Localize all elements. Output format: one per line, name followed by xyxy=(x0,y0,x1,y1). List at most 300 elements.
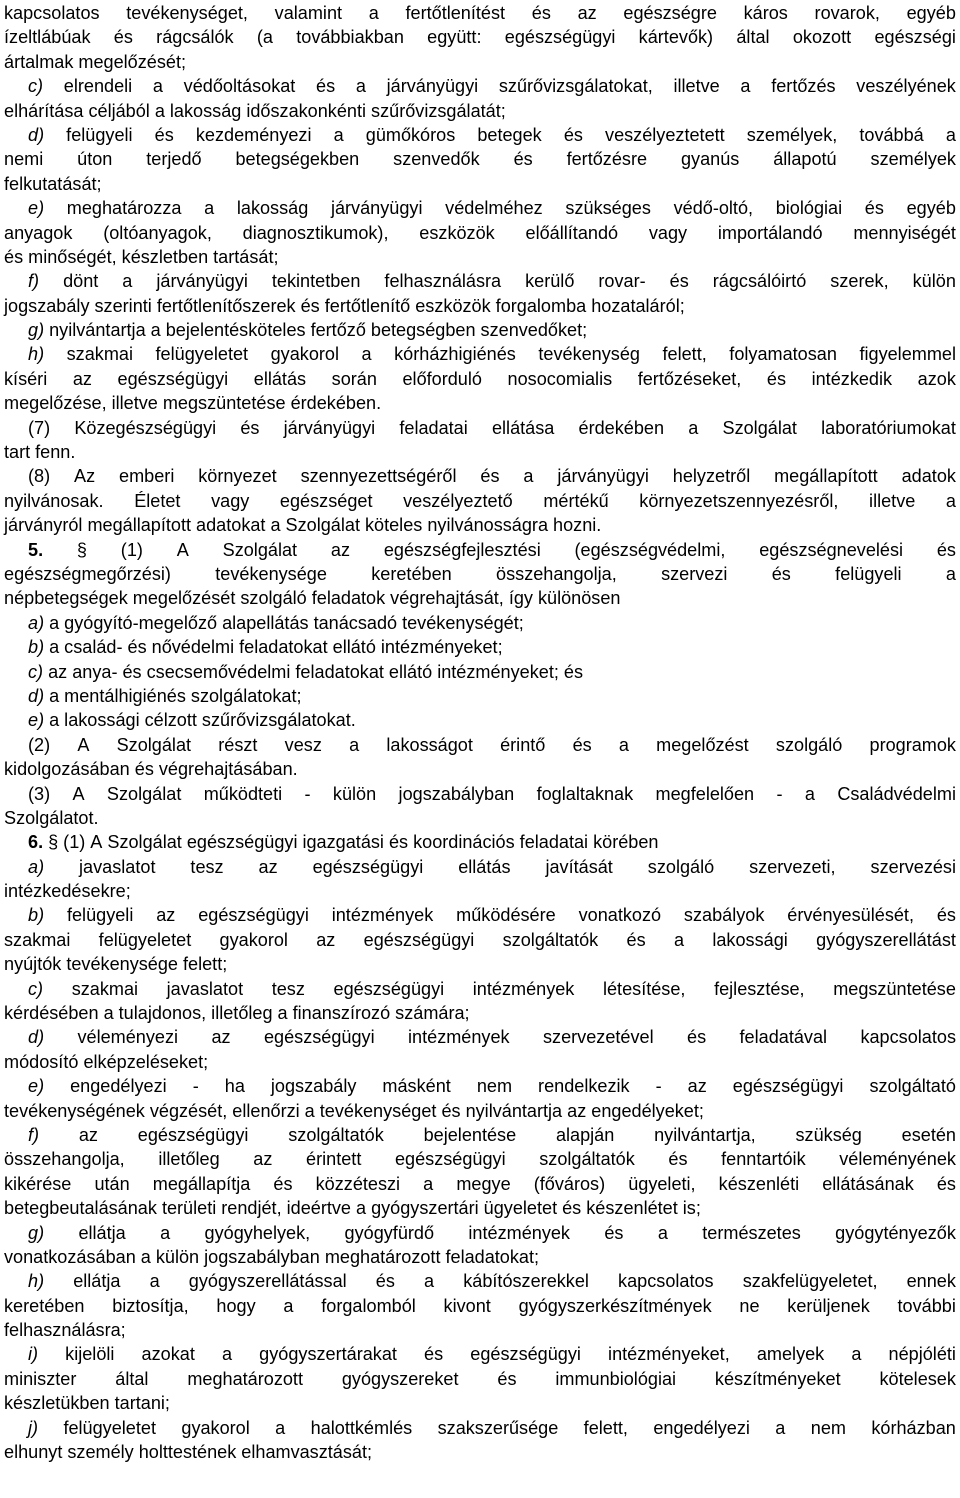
word: diagnosztikumok), xyxy=(242,222,389,243)
word: a xyxy=(688,417,699,438)
word: ideértve xyxy=(286,1198,351,1219)
word: szolgáló xyxy=(775,734,843,755)
word: a xyxy=(277,1003,288,1024)
word: gyakorol xyxy=(270,344,339,365)
text-line xyxy=(4,1221,956,1245)
word: (oltóanyagok, xyxy=(103,222,212,243)
word: a xyxy=(355,1198,367,1219)
word: rágcsálók xyxy=(156,27,234,48)
word: működésére xyxy=(456,905,556,926)
word: folyamatosan xyxy=(729,344,837,365)
word: foglaltaknak xyxy=(536,783,634,804)
text-line xyxy=(4,952,956,976)
word: szolgáltatók xyxy=(288,1124,384,1145)
word: a xyxy=(49,637,60,658)
text-line xyxy=(4,928,956,952)
word: tartani; xyxy=(114,1393,170,1414)
word: azok xyxy=(917,368,956,389)
word: gyógytényezők xyxy=(835,1222,956,1243)
word: kábítószerekkel xyxy=(463,1271,589,1292)
word: egészségügyi xyxy=(394,1149,506,1170)
word: dönt xyxy=(63,271,99,292)
word: szolgáltatók xyxy=(539,1149,635,1170)
word: ennek xyxy=(906,1271,956,1292)
word: szűrővizsgálatokat. xyxy=(201,710,356,731)
word: felkutatását; xyxy=(4,173,102,194)
word: megállapított xyxy=(87,515,192,536)
text-line xyxy=(4,342,956,366)
text-line xyxy=(4,1025,956,1049)
word: területi xyxy=(161,1198,217,1219)
word: kerülő xyxy=(525,271,575,292)
word: a xyxy=(618,734,629,755)
word: és xyxy=(154,124,174,145)
word: szervezi xyxy=(661,563,728,584)
word: jogszabály xyxy=(270,1076,357,1097)
word: célzott xyxy=(144,710,197,731)
word: összehangolja, xyxy=(496,563,617,584)
word: felügyeletet xyxy=(63,1417,156,1438)
word: és xyxy=(669,271,689,292)
word: hozni. xyxy=(553,515,602,536)
word: szakszerűsége xyxy=(437,1417,559,1438)
word: feladatai xyxy=(519,832,589,853)
word: szolgáltatók xyxy=(502,929,599,950)
word: miniszter xyxy=(4,1368,77,1389)
word: járványügyi xyxy=(557,466,649,487)
word: és xyxy=(513,149,533,170)
word: finanszírozó xyxy=(292,1003,391,1024)
word: és xyxy=(936,539,956,560)
word: nővédelmi xyxy=(151,637,235,658)
word: rendelkezik xyxy=(538,1076,630,1097)
word: személyek xyxy=(870,149,956,170)
word: biztosítja, xyxy=(112,1295,189,1316)
word: mennyiségét xyxy=(853,222,956,243)
word: gyakorol xyxy=(219,929,288,950)
word: a xyxy=(49,710,60,731)
word: eszközök xyxy=(419,222,495,243)
word: vesz xyxy=(284,734,322,755)
text-line xyxy=(4,196,956,220)
word: a xyxy=(270,515,281,536)
word: gyanús xyxy=(680,149,740,170)
word: A xyxy=(176,539,189,560)
word: fertőzés xyxy=(771,76,836,97)
word: lakosságot xyxy=(386,734,473,755)
word: azokat xyxy=(141,1344,195,1365)
word: egészségügyi xyxy=(504,27,616,48)
word: Szolgálat xyxy=(222,539,298,560)
text-line xyxy=(4,318,956,342)
word: eszközök xyxy=(415,295,491,316)
word: a xyxy=(333,124,344,145)
word: kártevők) xyxy=(638,27,714,48)
word: gyógyhelyek, xyxy=(204,1222,311,1243)
word: a xyxy=(275,1417,286,1438)
word: felhasználásra; xyxy=(4,1320,126,1341)
word: adatokat xyxy=(196,515,266,536)
word: intézményeket, xyxy=(608,1344,730,1365)
word: egészségnevelési xyxy=(759,539,904,560)
word: ellátásának xyxy=(822,1173,914,1194)
word: lakossági xyxy=(712,929,788,950)
word: egészségfejlesztési xyxy=(383,539,541,560)
word: készletükben xyxy=(4,1393,110,1414)
word: a xyxy=(150,320,161,341)
text-line xyxy=(4,391,956,415)
word: és xyxy=(771,563,791,584)
word: felügyeli xyxy=(66,905,134,926)
word: Az xyxy=(74,466,96,487)
word: és xyxy=(563,661,584,682)
word: készletben xyxy=(121,246,209,267)
word: szűrővizsgálatokat, xyxy=(498,76,653,97)
word: végrehajtásában. xyxy=(158,759,298,780)
word: felügyeletet xyxy=(98,929,192,950)
word: megelőzését; xyxy=(78,51,187,72)
word: és xyxy=(604,1222,624,1243)
word: járványügyi xyxy=(283,417,376,438)
word: szenvedőket; xyxy=(480,320,588,341)
word: veszélyeztetett xyxy=(605,124,725,145)
word: a xyxy=(423,1173,434,1194)
word: forgalomból xyxy=(321,1295,416,1316)
word: az xyxy=(577,3,597,23)
word: ügyeleti, xyxy=(628,1173,696,1194)
word: mértékű xyxy=(543,490,609,511)
word: a xyxy=(945,124,956,145)
word: körében xyxy=(593,832,659,853)
word: tevékenységet, xyxy=(126,3,248,23)
word: h) xyxy=(28,1271,45,1292)
word: a xyxy=(361,344,372,365)
word: vagy xyxy=(648,222,688,243)
word: jogszabályban xyxy=(204,1246,320,1267)
text-line xyxy=(4,782,956,806)
word: keretében xyxy=(371,563,452,584)
word: engedélyezi xyxy=(653,1417,750,1438)
word: Szolgálat xyxy=(116,734,192,755)
word: fertőző xyxy=(310,320,366,341)
word: e) xyxy=(28,1076,45,1097)
word: nem xyxy=(810,1417,846,1438)
word: a xyxy=(149,1271,160,1292)
word: rágcsálóirtó xyxy=(712,271,807,292)
text-line xyxy=(4,1001,956,1025)
word: adatok xyxy=(901,466,956,487)
word: Szolgálat xyxy=(107,832,182,853)
word: másként xyxy=(382,1076,451,1097)
text-line xyxy=(4,1342,956,1366)
word: helyzetről xyxy=(672,466,751,487)
word: érdekében. xyxy=(290,393,382,414)
word: járványról xyxy=(4,515,83,536)
text-line xyxy=(4,367,956,391)
word: egészségügyi xyxy=(470,1344,581,1365)
text-line xyxy=(4,1172,956,1196)
word: Családvédelmi xyxy=(837,783,956,804)
word: jogszabályban xyxy=(398,783,515,804)
word: nyilvántartja xyxy=(49,320,146,341)
word: az xyxy=(316,929,336,950)
word: anyagok xyxy=(4,222,73,243)
text-line xyxy=(4,660,956,684)
word: ellátása xyxy=(491,417,555,438)
word: védő-oltó, xyxy=(673,198,754,219)
word: ügyeletet xyxy=(483,1198,558,1219)
word: javítását xyxy=(545,856,613,877)
word: g) xyxy=(28,320,45,341)
word: készenléti xyxy=(718,1173,800,1194)
word: ha xyxy=(224,1076,245,1097)
word: tevékenységet xyxy=(319,1100,437,1121)
word: importálandó xyxy=(717,222,823,243)
word: egészségügyi xyxy=(186,832,298,853)
word: okozott xyxy=(792,27,852,48)
word: az xyxy=(330,539,350,560)
word: illetve xyxy=(673,76,720,97)
word: szolgálatokat; xyxy=(190,685,302,706)
word: 6. xyxy=(28,832,44,853)
text-line xyxy=(4,855,956,879)
word: egészséget xyxy=(279,490,373,511)
word: és xyxy=(766,368,787,389)
word: rovar- xyxy=(598,271,646,292)
word: e) xyxy=(28,710,45,731)
word: kórházhigiénés xyxy=(394,344,516,365)
word: forgalomba xyxy=(495,295,587,316)
word: a xyxy=(523,466,534,487)
word: a xyxy=(204,198,215,219)
word: során xyxy=(331,368,377,389)
word: - xyxy=(776,783,783,804)
word: feladatával xyxy=(739,1027,828,1048)
word: (2) xyxy=(28,734,51,755)
word: hozataláról; xyxy=(591,295,685,316)
word: fenn. xyxy=(35,442,76,463)
word: nyilvántartja, xyxy=(654,1124,756,1145)
word: tulajdonos, xyxy=(118,1003,207,1024)
word: intézmények xyxy=(472,978,575,999)
word: elképzeléseket; xyxy=(83,1051,209,1072)
word: meghatározott xyxy=(324,1246,441,1267)
word: gümőkóros xyxy=(365,124,456,145)
word: e) xyxy=(28,198,45,219)
word: kapcsolatos xyxy=(4,3,100,23)
word: szabályok xyxy=(683,905,765,926)
word: érvényesülését, xyxy=(787,905,914,926)
word: és xyxy=(134,759,154,780)
text-line xyxy=(4,1318,956,1342)
word: (8) xyxy=(28,466,51,487)
word: módosító xyxy=(4,1051,79,1072)
word: Szolgálat xyxy=(722,417,797,438)
word: immunbiológiai xyxy=(555,1368,677,1389)
word: nyújtók xyxy=(4,954,62,975)
word: fertőtlenítést xyxy=(405,3,506,23)
word: kikérése xyxy=(4,1173,72,1194)
word: szolgáló xyxy=(240,588,307,609)
word: végzését, xyxy=(149,1100,228,1121)
text-line xyxy=(4,489,956,513)
text-line xyxy=(4,538,956,562)
word: gyógyfürdő xyxy=(344,1222,435,1243)
word: ellátás xyxy=(458,856,511,877)
word: gyógyszerellátást xyxy=(816,929,956,950)
word: felett, xyxy=(662,344,707,365)
word: esetén xyxy=(901,1124,956,1145)
word: az xyxy=(567,1100,587,1121)
text-line xyxy=(4,294,956,318)
word: betegek xyxy=(477,124,542,145)
word: lakosság xyxy=(169,100,242,121)
word: Közegészségügyi xyxy=(74,417,217,438)
word: a xyxy=(355,76,366,97)
word: nyilvánosságra xyxy=(427,515,549,536)
word: A xyxy=(77,734,90,755)
text-line xyxy=(4,123,956,147)
word: járványügyi xyxy=(156,271,248,292)
word: Szolgálat xyxy=(106,783,182,804)
word: halottkémlés xyxy=(310,1417,413,1438)
text-line xyxy=(4,172,956,196)
word: szűrővizsgálatát; xyxy=(371,100,506,121)
word: véleményének xyxy=(839,1149,956,1170)
word: külön xyxy=(332,783,377,804)
word: az xyxy=(211,1027,231,1048)
word: megfelelően xyxy=(655,783,755,804)
word: természetes xyxy=(702,1222,801,1243)
word: szervezeti, xyxy=(749,856,836,877)
word: A xyxy=(90,832,103,853)
word: egyéb xyxy=(906,198,956,219)
word: g) xyxy=(28,1222,45,1243)
word: a xyxy=(122,271,133,292)
word: egészségügyi xyxy=(363,929,475,950)
text-line xyxy=(4,757,956,781)
word: szakmai xyxy=(71,978,139,999)
word: és xyxy=(572,734,592,755)
word: feladatai xyxy=(399,417,468,438)
word: veszélyének xyxy=(856,76,956,97)
word: holttestének xyxy=(138,1442,237,1463)
word: A xyxy=(72,783,85,804)
word: a xyxy=(775,1417,786,1438)
word: kíséri xyxy=(4,368,48,389)
word: és xyxy=(4,246,24,267)
word: és xyxy=(441,1100,461,1121)
word: szolgáló xyxy=(647,856,715,877)
word: csecsemővédelmi xyxy=(146,661,291,682)
word: érdekében xyxy=(578,417,665,438)
word: kérdésében xyxy=(4,1003,99,1024)
word: az xyxy=(253,1149,273,1170)
word: ellátó xyxy=(388,661,433,682)
text-line xyxy=(4,245,956,269)
text-line xyxy=(4,99,956,123)
word: lakossági xyxy=(64,710,140,731)
word: bejelentésköteles xyxy=(165,320,306,341)
word: egészségügyi xyxy=(263,1027,375,1048)
word: meghatározott xyxy=(187,1368,303,1389)
word: intézmények xyxy=(331,905,434,926)
word: f) xyxy=(28,271,40,292)
word: a xyxy=(49,685,60,706)
word: feladatokat xyxy=(295,661,384,682)
word: után xyxy=(94,1173,130,1194)
text-line xyxy=(4,1196,956,1220)
word: kezdeményezi xyxy=(195,124,312,145)
word: lakosság xyxy=(236,198,309,219)
word: kapcsolatos xyxy=(860,1027,956,1048)
word: veszélyeztető xyxy=(403,490,513,511)
word: § xyxy=(76,539,87,560)
word: engedélyezi xyxy=(70,1076,167,1097)
word: - xyxy=(655,1076,662,1097)
word: intézmények xyxy=(468,1222,570,1243)
word: szükséges xyxy=(565,198,651,219)
word: gyógyító-megelőző xyxy=(64,612,218,633)
word: tevékenységét; xyxy=(402,612,524,633)
text-line xyxy=(4,1367,956,1391)
word: intézkedik xyxy=(811,368,893,389)
word: összehangolja, xyxy=(4,1149,125,1170)
word: elhunyt xyxy=(4,1442,63,1463)
word: a xyxy=(154,100,165,121)
word: fertőzésre xyxy=(566,149,648,170)
word: egészségügyi xyxy=(732,1076,844,1097)
word: megszüntetése xyxy=(833,978,956,999)
word: és xyxy=(497,1368,517,1389)
word: és xyxy=(563,124,583,145)
word: nyilvánosak. xyxy=(4,490,104,511)
word: ellátja xyxy=(78,1222,126,1243)
word: külön xyxy=(155,1246,200,1267)
word: betegségekben xyxy=(235,149,360,170)
word: továbbiakban xyxy=(296,27,404,48)
word: a) xyxy=(28,856,45,877)
word: d) xyxy=(28,124,45,145)
word: c) xyxy=(28,978,44,999)
word: rendjét, xyxy=(221,1198,282,1219)
word: és xyxy=(480,466,500,487)
text-line xyxy=(4,440,956,464)
word: ne xyxy=(739,1295,760,1316)
word: részt xyxy=(218,734,258,755)
word: a xyxy=(673,929,685,950)
word: javaslatot xyxy=(79,856,156,877)
word: és xyxy=(316,76,336,97)
word: d) xyxy=(28,1027,45,1048)
word: egészségügyi xyxy=(333,978,445,999)
word: illetőleg xyxy=(211,1003,273,1024)
word: tevékenysége xyxy=(66,954,178,975)
word: elhamvasztását; xyxy=(241,1442,373,1463)
word: népbetegségek xyxy=(4,588,128,609)
word: és xyxy=(300,295,320,316)
word: engedélyeket; xyxy=(591,1100,704,1121)
text-line xyxy=(4,733,956,757)
text-line xyxy=(4,830,956,854)
text-line xyxy=(4,1391,956,1415)
word: egészségügyi xyxy=(198,905,309,926)
word: közzéteszi xyxy=(315,1173,401,1194)
word: j) xyxy=(28,1417,39,1438)
word: felett, xyxy=(583,1417,628,1438)
word: koordinációs xyxy=(413,832,515,853)
word: megállapítja xyxy=(152,1173,251,1194)
